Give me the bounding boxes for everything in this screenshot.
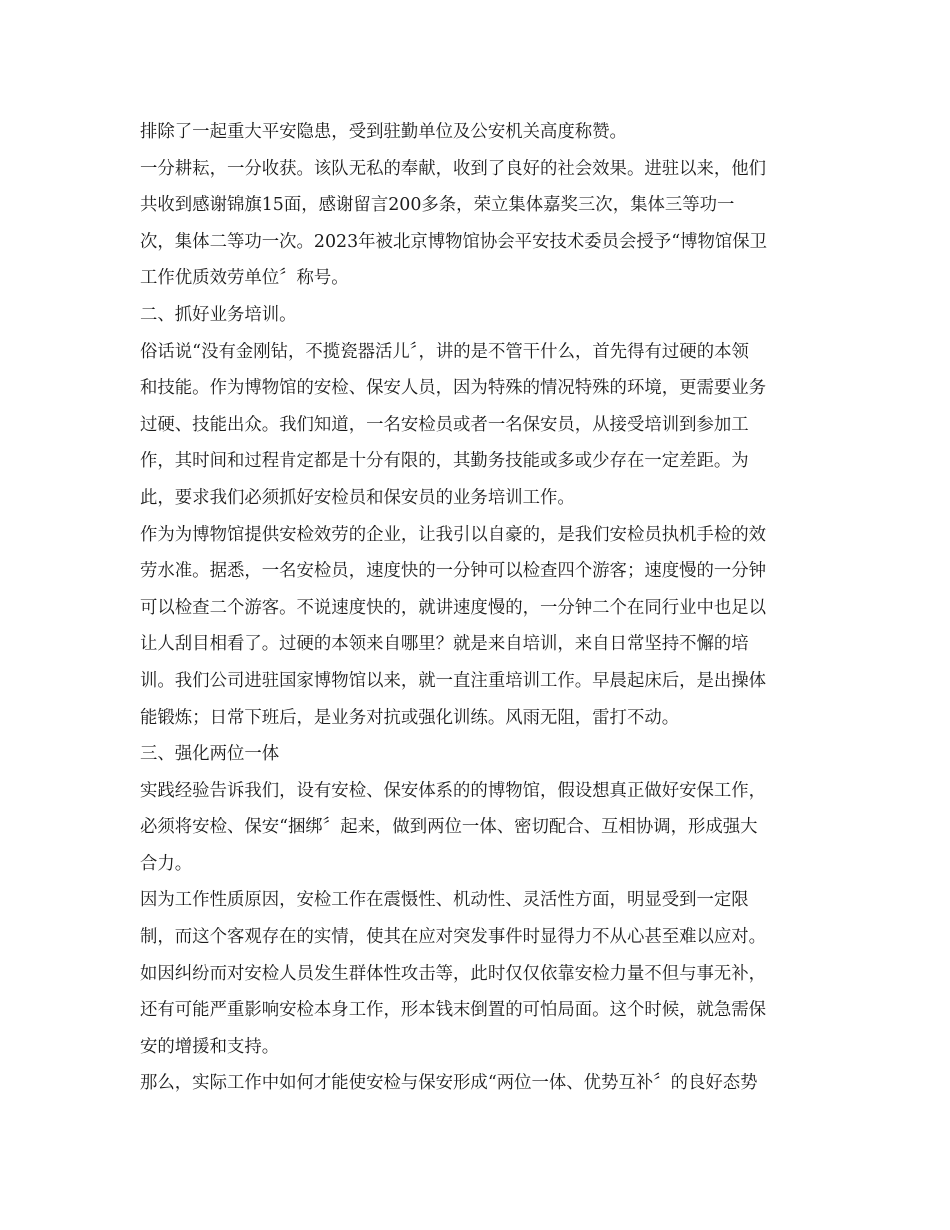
text-line: 能锻炼；日常下班后，是业务对抗或强化训练。风雨无阻，雷打不动。	[140, 707, 680, 728]
text-line: 实践经验告诉我们，设有安检、保安体系的的博物馆，假设想真正做好安保工作，	[140, 780, 767, 801]
text-line: 俗话说“没有金刚钻，不揽瓷器活儿〞，讲的是不管干什么，首先得有过硬的本领	[140, 341, 749, 362]
text-line: 劳水准。据悉，一名安检员，速度快的一分钟可以检查四个游客；速度慢的一分钟	[140, 561, 767, 582]
text-line: 此，要求我们必须抓好安检员和保安员的业务培训工作。	[140, 487, 575, 508]
text-line: 次，集体二等功一次。2023年被北京博物馆协会平安技术委员会授予“博物馆保卫	[140, 231, 768, 252]
text-line: 排除了一起重大平安隐患，受到驻勤单位及公安机关高度称赞。	[140, 122, 627, 142]
text-line: 一分耕耘，一分收获。该队无私的奉献，收到了良好的社会效果。进驻以来，他们	[140, 158, 767, 179]
text-line: 作为为博物馆提供安检效劳的企业，让我引以自豪的，是我们安检员执机手检的效	[140, 524, 767, 545]
text-line: 因为工作性质原因，安检工作在震慑性、机动性、灵活性方面，明显受到一定限	[140, 890, 749, 911]
text-line: 如因纠纷而对安检人员发生群体性攻击等，此时仅仅依靠安检力量不但与事无补，	[140, 963, 767, 984]
text-line: 工作优质效劳单位〞称号。	[140, 268, 349, 289]
text-line: 制，而这个客观存在的实情，使其在应对突发事件时显得力不从心甚至难以应对。	[140, 927, 767, 948]
text-line: 可以检查二个游客。不说速度快的，就讲速度慢的，一分钟二个在同行业中也足以	[140, 597, 767, 618]
text-line: 过硬、技能出众。我们知道，一名安检员或者一名保安员，从接受培训到参加工	[140, 414, 749, 435]
text-line: 安的增援和支持。	[140, 1036, 280, 1057]
text-line: 作，其时间和过程肯定都是十分有限的，其勤务技能或多或少存在一定差距。为	[140, 451, 749, 472]
section-heading: 三、强化两位一体	[140, 744, 280, 765]
text-line: 必须将安检、保安“捆绑〞起来，做到两位一体、密切配合、互相协调，形成强大	[140, 817, 758, 838]
section-heading: 二、抓好业务培训。	[140, 304, 297, 325]
text-line: 那么，实际工作中如何才能使安检与保安形成“两位一体、优势互补〞的良好态势	[140, 1073, 758, 1094]
text-line: 共收到感谢锦旗15面，感谢留言200多条，荣立集体嘉奖三次，集体三等功一	[140, 195, 735, 216]
text-line: 还有可能严重影响安检本身工作，形本钱末倒置的可怕局面。这个时候，就急需保	[140, 1000, 767, 1021]
text-line: 训。我们公司进驻国家博物馆以来，就一直注重培训工作。早晨起床后，是出操体	[140, 670, 767, 691]
body-text	[140, 114, 820, 1102]
text-line: 和技能。作为博物馆的安检、保安人员，因为特殊的情况特殊的环境，更需要业务	[140, 378, 767, 399]
text-line: 合力。	[140, 853, 193, 874]
text-line: 让人刮目相看了。过硬的本领来自哪里？就是来自培训，来自日常坚持不懈的培	[140, 634, 749, 655]
